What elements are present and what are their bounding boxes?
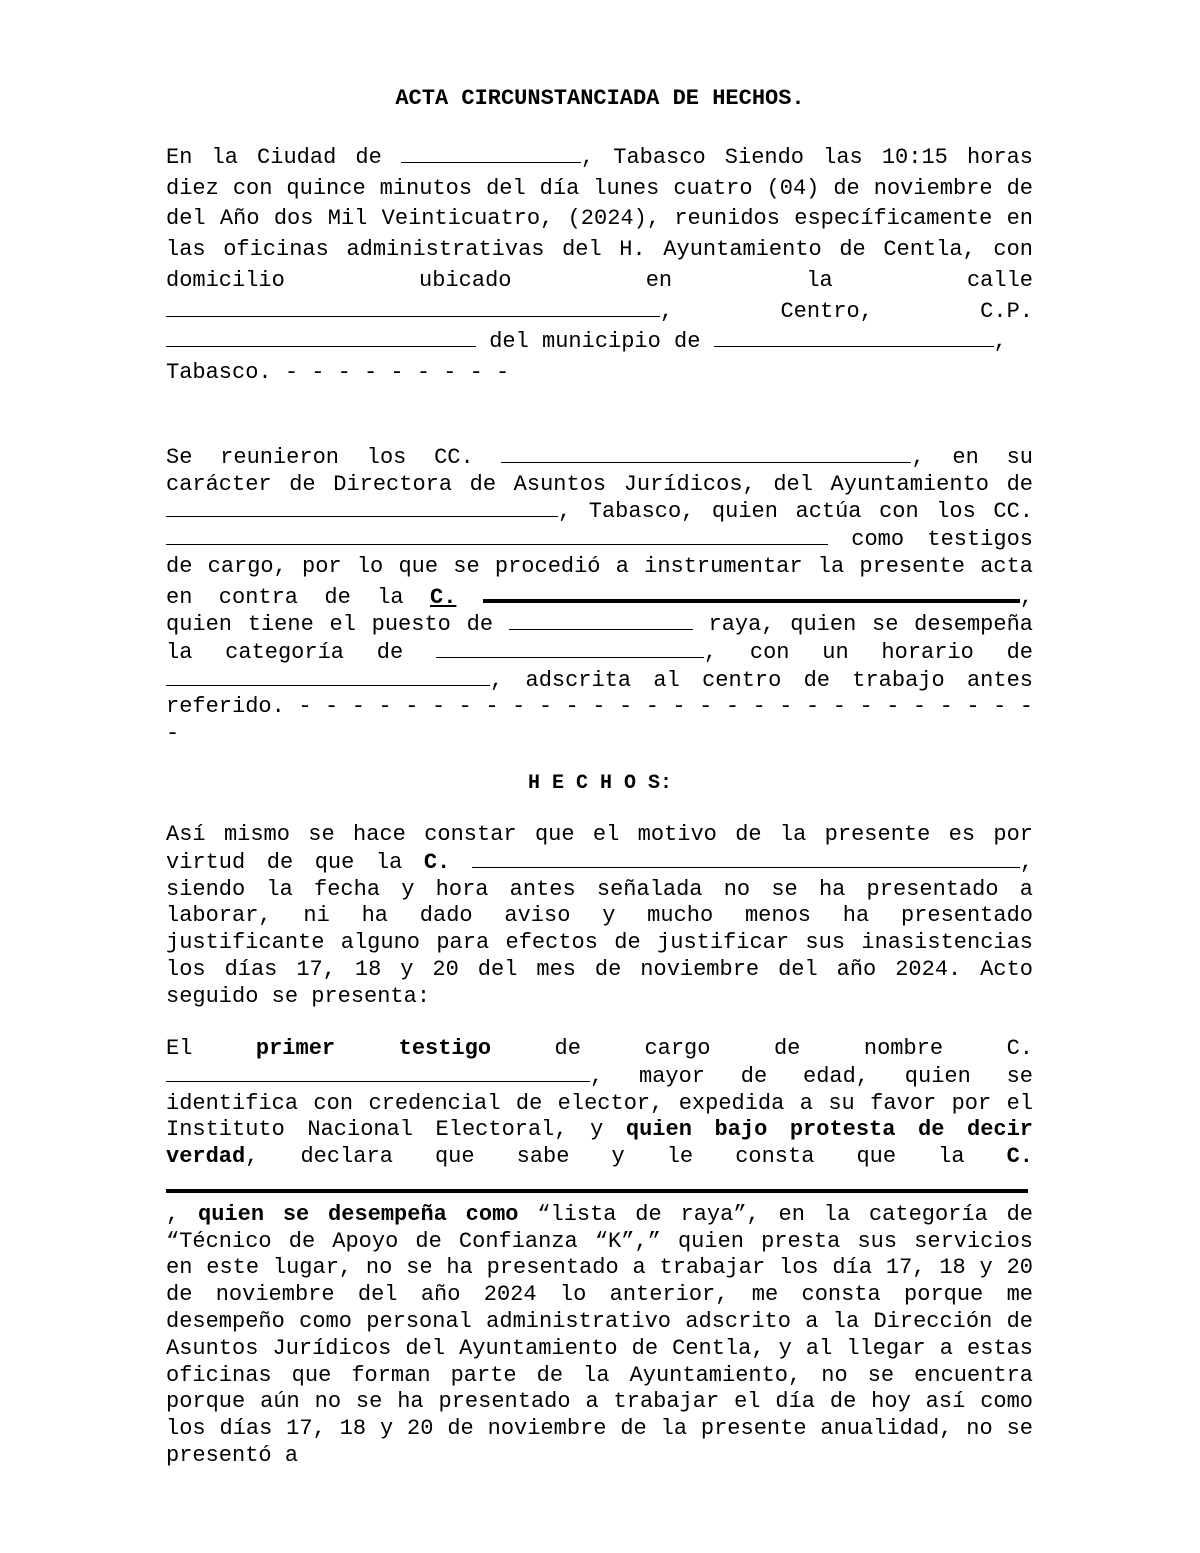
blank-employee-name-field-2 [472, 849, 1020, 868]
paragraph-opening [166, 143, 1033, 389]
text-segment: primer testigo [255, 1036, 492, 1061]
blank-employee-name-field-3 [166, 1171, 1028, 1193]
text-segment: , Tabasco Siendo las 10:15 horas diez con quince minutos del día lunes cuatro (04) de noviembre de del Año dos Mil Veinticuatro, (2024), reunidos específicamente en las oficinas administrativas del H. Ayuntamiento de Centla, con domicilio ubicado en la calle [166, 145, 1033, 293]
blank-postal-code-field [166, 328, 476, 347]
text-segment: , mayor de edad, quien se identifica con credencial de elector, expedida a su favor por el Instituto Nacional Electoral, y [166, 1063, 1033, 1143]
text-segment: Se reunieron los CC. [166, 445, 502, 470]
text-segment: quien se desempeña como [198, 1201, 519, 1227]
paragraph-first-witness [166, 1036, 1033, 1470]
text-segment: “lista de raya”, en la categoría de “Técnico de Apoyo de Confianza “K”,” quien presta sus servicios en este lugar, no se ha presentado a trabajar los día 17, 18 y 20 de noviembre del año 2024 lo anterior, me consta porque me desempeño como personal administrativo adscrito a la Dirección de Asuntos Jurídicos del Ayuntamiento de Centla, y al llegar a estas oficinas que forman parte de la Ayuntamiento, no se encuentra porque aún no se ha presentado a trabajar el día de hoy así como los días 17, 18 y 20 de noviembre de la presente anualidad, no se presentó a [166, 1201, 1033, 1468]
blank-witnesses-field [166, 526, 828, 545]
text-segment: de cargo de nombre C. [491, 1036, 1033, 1061]
text-segment: quien bajo protesta de decir verdad [166, 1117, 1033, 1170]
text-segment: del municipio de [476, 329, 714, 355]
text-segment: como testigos de cargo, por lo que se procedió a instrumentar la presente acta en contra de la [166, 527, 1033, 610]
document-title: ACTA CIRCUNSTANCIADA DE HECHOS. [395, 86, 805, 111]
text-segment: , siendo la fecha y hora antes señalada no se ha presentado a laborar, ni ha dado aviso y mucho menos ha presentado justificante alguno para efectos de justificar sus inasistencias los días 17, 18 y 20 del mes de noviembre del año 2024. Acto seguido se presenta: [166, 849, 1034, 1009]
text-segment: El [166, 1036, 256, 1061]
blank-director-name-field [501, 444, 911, 463]
text-segment: En la Ciudad de [166, 145, 401, 170]
text-segment: Así mismo se hace constar que el motivo de la presente es por virtud de que la [166, 822, 1033, 875]
text-segment: , [993, 329, 1007, 355]
blank-city-field [401, 144, 581, 163]
blank-position-field [509, 611, 693, 630]
text-segment: raya, quien se desempeña la categoría de [166, 612, 1033, 665]
text-segment: , declara que sabe y le consta que la [245, 1144, 1007, 1170]
text-segment: , [166, 1201, 199, 1227]
blank-street-field [166, 298, 660, 317]
blank-municipality-field [714, 328, 994, 347]
text-segment: , con un horario de [703, 639, 1034, 665]
text-segment: , Centro, C.P. [660, 298, 1033, 324]
text-segment: , en su carácter de Directora de Asuntos Jurídicos, del Ayuntamiento de [166, 445, 1033, 497]
text-segment: , quien tiene el puesto de [166, 584, 1034, 638]
blank-employee-name-field [483, 581, 1020, 603]
text-segment: , Tabasco, quien actúa con los CC. [558, 499, 1033, 525]
blank-category-field [436, 639, 704, 658]
section-heading-hechos: H E C H O S: [527, 772, 673, 795]
text-segment: Tabasco. - - - - - - - - - [166, 359, 510, 385]
blank-schedule-field [166, 667, 490, 686]
text-segment: , adscrita al centro de trabajo antes referido. - - - - - - - - - - - - - - - - - - - - - - - - - - - - - [166, 667, 1033, 747]
blank-witness-name-field [166, 1063, 590, 1082]
text-segment: C. [430, 584, 457, 610]
blank-ayuntamiento-field [166, 498, 558, 517]
text-segment: C. [1006, 1144, 1033, 1170]
text-segment: C. [423, 849, 451, 875]
paragraph-participants [166, 444, 1033, 748]
paragraph-facts [166, 822, 1033, 1011]
